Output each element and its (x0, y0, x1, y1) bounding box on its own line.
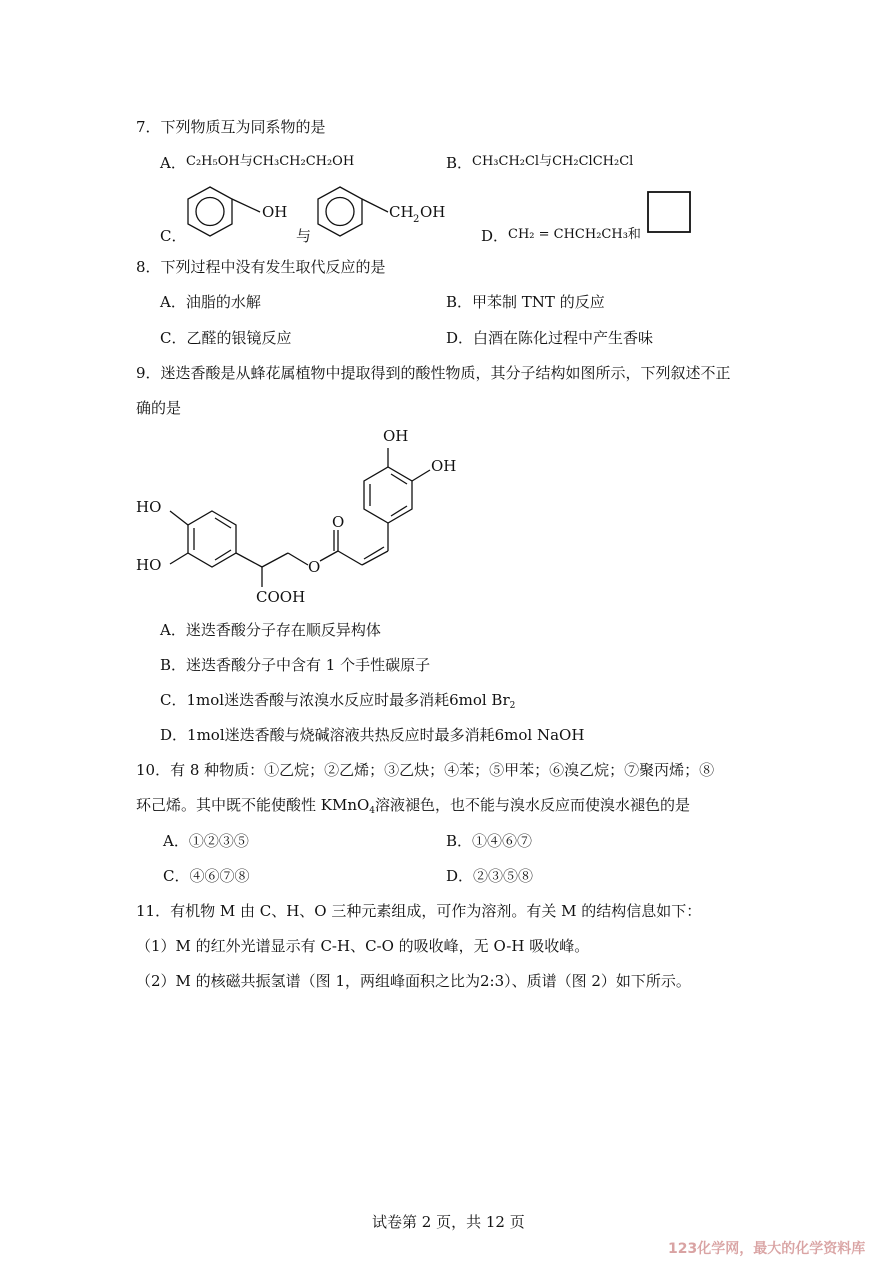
q7-option-c-label: C． (160, 227, 187, 245)
q9-stem-line1: 9．迷迭香酸是从蜂花属植物中提取得到的酸性物质，其分子结构如图所示，下列叙述不正 (136, 364, 731, 382)
q7-option-d-label: D． (481, 227, 509, 245)
phenol-oh-label: OH (262, 203, 288, 221)
q11-line3: （2）M 的核磁共振氢谱（图 1，两组峰面积之比为2:3）、质谱（图 2）如下所示。 (136, 972, 691, 990)
q9-stem-line2: 确的是 (136, 399, 182, 417)
q8-option-d: D．白酒在陈化过程中产生香味 (446, 329, 654, 347)
phenol-structure (180, 184, 300, 242)
q10-option-c: C．④⑥⑦⑧ (163, 867, 250, 885)
carbonyl-o-label: O (332, 513, 345, 531)
q10-option-d: D．②③⑤⑧ (446, 867, 534, 885)
q10-line1: 10．有 8 种物质：①乙烷；②乙烯；③乙炔；④苯；⑤甲苯；⑥溴乙烷；⑦聚丙烯；⑧ (136, 761, 715, 779)
benzyl-oh-label: OH (420, 203, 446, 221)
q10-line2: 环己烯。其中既不能使酸性 KMnO$_4$溶液褪色，也不能与溴水反应而使溴水褪色的是 (136, 796, 691, 816)
q8-stem: 8．下列过程中没有发生取代反应的是 (136, 258, 386, 276)
q7-option-a-formula: C₂H₅OH与CH₃CH₂CH₂OH (186, 154, 355, 169)
q11-line1: 11．有机物 M 由 C、H、O 三种元素组成，可作为溶剂。有关 M 的结构信息如下： (136, 902, 702, 920)
ester-o-label: O (308, 558, 321, 576)
q11-line2: （1）M 的红外光谱显示有 C-H、C-O 的吸收峰，无 O-H 吸收峰。 (136, 937, 590, 955)
benzyl-alcohol-structure (310, 184, 460, 242)
q7-option-c-and: 与 (296, 227, 312, 245)
cyclobutane-structure (646, 190, 694, 236)
site-watermark: 123化学网，最大的化学资料库 (668, 1241, 866, 1257)
q7-option-a-label: A． (160, 154, 186, 172)
q9-option-c: C．1mol迷迭香酸与浓溴水反应时最多消耗6mol $Br_2$ (160, 691, 516, 711)
benzyl-sub-label: 2 (413, 214, 420, 225)
q9-option-b: B．迷迭香酸分子中含有 1 个手性碳原子 (160, 656, 431, 674)
q8-option-c: C．乙醛的银镜反应 (160, 329, 292, 347)
oh-label-2: OH (431, 457, 457, 475)
q7-stem: 7．下列物质互为同系物的是 (136, 118, 326, 136)
ho-label-1: HO (136, 498, 162, 516)
cooh-label: COOH (256, 588, 306, 606)
q7-option-b-formula: CH₃CH₂Cl与CH₂ClCH₂Cl (472, 154, 634, 169)
q7-option-b-label: B． (446, 154, 473, 172)
q8-option-b: B．甲苯制 TNT 的反应 (446, 293, 605, 311)
benzyl-ch-label: CH (389, 203, 414, 221)
page-footer: 试卷第 2 页，共 12 页 (372, 1213, 525, 1231)
q10-option-b: B．①④⑥⑦ (446, 832, 533, 850)
ho-label-2: HO (136, 556, 162, 574)
q9-option-a: A．迷迭香酸分子存在顺反异构体 (160, 621, 381, 639)
oh-label-1: OH (383, 427, 409, 445)
q9-option-d: D．1mol迷迭香酸与烧碱溶液共热反应时最多消耗6mol NaOH (160, 726, 585, 744)
q10-option-a: A．①②③⑤ (163, 832, 249, 850)
q7-option-d-formula: CH₂ = CHCH₂CH₃和 (508, 227, 641, 242)
rosmarinic-acid-structure (130, 420, 480, 610)
q8-option-a: A．油脂的水解 (160, 293, 261, 311)
